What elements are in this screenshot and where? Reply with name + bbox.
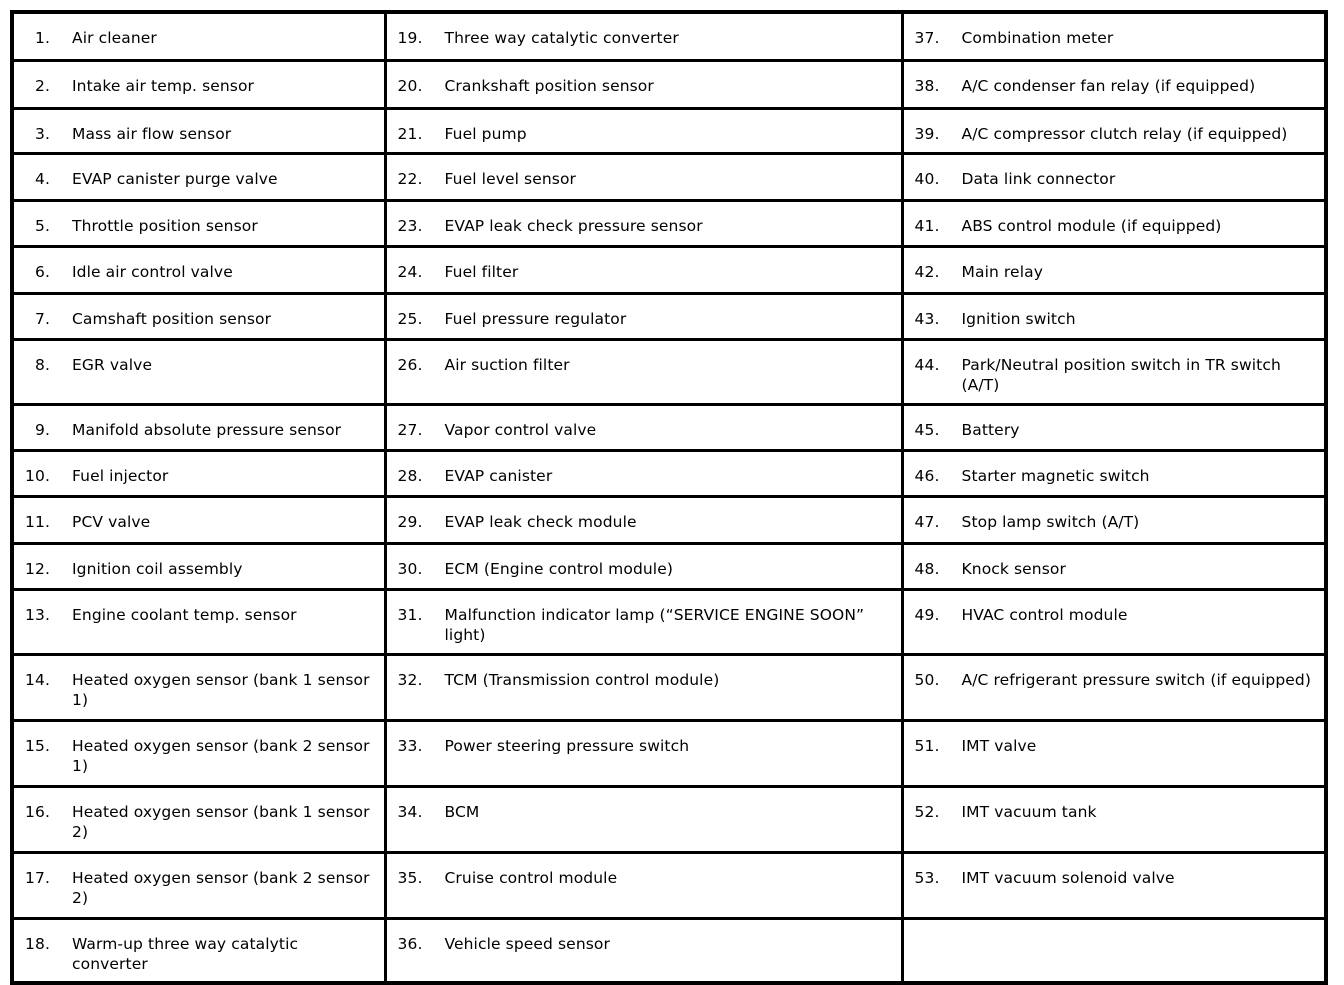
table-row — [12, 405, 1326, 451]
item-number: 8. — [35, 356, 50, 374]
item-number: 45. — [914, 421, 940, 439]
item-label: Heated oxygen sensor (bank 2 sensor 2) — [72, 869, 370, 907]
item-number: 23. — [397, 217, 423, 235]
item-number: 20. — [397, 77, 423, 95]
legend-entry — [904, 341, 1325, 395]
table-row — [12, 201, 1326, 247]
item-number: 43. — [914, 310, 940, 328]
legend-entry — [904, 110, 1325, 144]
legend-entry — [387, 295, 901, 329]
legend-entry — [904, 788, 1325, 822]
item-number: 27. — [397, 421, 423, 439]
table-row — [12, 590, 1326, 655]
table-cell — [902, 590, 1326, 655]
item-number: 7. — [35, 310, 50, 328]
table-row — [12, 247, 1326, 294]
item-label: Fuel pump — [444, 125, 527, 143]
item-number: 10. — [25, 467, 50, 485]
item-number: 36. — [397, 935, 423, 953]
table-cell — [385, 721, 902, 787]
legend-entry — [387, 656, 901, 690]
legend-entry — [904, 722, 1325, 756]
item-label: Park/Neutral position switch in TR switch (A/T) — [961, 356, 1281, 394]
item-number: 42. — [914, 263, 940, 281]
legend-entry — [904, 545, 1325, 579]
legend-entry — [14, 295, 384, 329]
item-label: EGR valve — [72, 356, 153, 374]
legend-entry — [904, 406, 1325, 440]
item-number: 6. — [35, 263, 50, 281]
legend-entry — [904, 591, 1325, 625]
table-row — [12, 919, 1326, 984]
item-number: 53. — [914, 869, 940, 887]
item-number: 14. — [25, 671, 50, 689]
legend-entry — [904, 62, 1325, 96]
table-cell — [902, 853, 1326, 919]
item-label: EVAP leak check pressure sensor — [444, 217, 703, 235]
table-row — [12, 853, 1326, 919]
item-label: Air cleaner — [72, 29, 157, 47]
legend-entry — [387, 591, 901, 645]
table-cell — [12, 721, 385, 787]
legend-entry — [14, 920, 384, 974]
table-cell — [902, 154, 1326, 201]
table-cell — [385, 919, 902, 984]
table-cell — [385, 201, 902, 247]
table-cell — [12, 853, 385, 919]
item-number: 12. — [25, 560, 50, 578]
legend-entry — [904, 854, 1325, 888]
item-number: 17. — [25, 869, 50, 887]
item-label: Air suction filter — [444, 356, 570, 374]
item-number: 2. — [35, 77, 50, 95]
table-cell — [385, 154, 902, 201]
table-cell — [902, 61, 1326, 109]
item-label: Main relay — [961, 263, 1043, 281]
table-row — [12, 340, 1326, 405]
item-label: ABS control module (if equipped) — [961, 217, 1222, 235]
table-cell — [902, 294, 1326, 340]
item-label: Ignition switch — [961, 310, 1076, 328]
legend-entry — [904, 452, 1325, 486]
item-label: Power steering pressure switch — [444, 737, 690, 755]
parts-legend-table — [10, 10, 1328, 985]
item-label: Data link connector — [961, 170, 1116, 188]
item-number: 30. — [397, 560, 423, 578]
table-cell — [902, 247, 1326, 294]
legend-entry — [14, 110, 384, 144]
table-cell — [385, 109, 902, 154]
legend-entry — [904, 14, 1325, 48]
item-number: 41. — [914, 217, 940, 235]
item-label: Fuel injector — [72, 467, 169, 485]
item-label: IMT valve — [961, 737, 1037, 755]
table-cell — [385, 405, 902, 451]
item-number: 44. — [914, 356, 940, 374]
item-number: 9. — [35, 421, 50, 439]
legend-entry — [904, 248, 1325, 282]
item-number: 46. — [914, 467, 940, 485]
legend-entry — [387, 498, 901, 532]
legend-entry — [14, 788, 384, 842]
table-cell — [12, 154, 385, 201]
item-label: Vapor control valve — [444, 421, 597, 439]
item-number: 15. — [25, 737, 50, 755]
table-row — [12, 294, 1326, 340]
item-label: Heated oxygen sensor (bank 1 sensor 2) — [72, 803, 370, 841]
legend-entry — [387, 452, 901, 486]
legend-entry — [14, 62, 384, 96]
legend-entry — [14, 545, 384, 579]
legend-entry — [14, 341, 384, 375]
legend-entry — [14, 452, 384, 486]
legend-body — [12, 12, 1326, 983]
item-number: 22. — [397, 170, 423, 188]
table-cell — [12, 247, 385, 294]
table-row — [12, 787, 1326, 853]
item-label: ECM (Engine control module) — [444, 560, 674, 578]
item-number: 38. — [914, 77, 940, 95]
table-cell — [12, 590, 385, 655]
item-number: 11. — [25, 513, 50, 531]
legend-entry — [904, 656, 1325, 690]
item-label: PCV valve — [72, 513, 151, 531]
item-label: EVAP canister — [444, 467, 553, 485]
table-row — [12, 451, 1326, 497]
item-label: A/C refrigerant pressure switch (if equipped) — [961, 671, 1311, 689]
legend-entry — [387, 202, 901, 236]
item-label: Heated oxygen sensor (bank 1 sensor 1) — [72, 671, 370, 709]
table-cell — [12, 655, 385, 721]
item-label: TCM (Transmission control module) — [444, 671, 720, 689]
item-number: 25. — [397, 310, 423, 328]
item-label: Mass air flow sensor — [72, 125, 232, 143]
item-number: 32. — [397, 671, 423, 689]
item-number: 39. — [914, 125, 940, 143]
item-label: EVAP canister purge valve — [72, 170, 278, 188]
item-number: 31. — [397, 606, 423, 624]
item-number: 29. — [397, 513, 423, 531]
legend-entry — [387, 14, 901, 48]
item-number: 47. — [914, 513, 940, 531]
item-number: 37. — [914, 29, 940, 47]
table-cell — [902, 497, 1326, 544]
table-cell — [902, 721, 1326, 787]
legend-entry — [14, 656, 384, 710]
item-number: 4. — [35, 170, 50, 188]
legend-entry — [14, 155, 384, 189]
legend-entry — [14, 591, 384, 625]
item-number: 51. — [914, 737, 940, 755]
item-label: Intake air temp. sensor — [72, 77, 255, 95]
item-number: 33. — [397, 737, 423, 755]
item-label: Knock sensor — [961, 560, 1066, 578]
table-row — [12, 154, 1326, 201]
table-cell — [385, 451, 902, 497]
table-cell — [12, 497, 385, 544]
table-cell — [12, 405, 385, 451]
item-label: Battery — [961, 421, 1020, 439]
table-cell — [902, 405, 1326, 451]
item-label: A/C compressor clutch relay (if equipped) — [961, 125, 1288, 143]
item-number: 50. — [914, 671, 940, 689]
item-label: Manifold absolute pressure sensor — [72, 421, 342, 439]
item-number: 26. — [397, 356, 423, 374]
table-cell — [902, 919, 1326, 984]
legend-entry — [904, 202, 1325, 236]
item-label: IMT vacuum tank — [961, 803, 1097, 821]
legend-entry — [387, 788, 901, 822]
table-cell — [902, 201, 1326, 247]
table-cell — [902, 12, 1326, 61]
item-number: 48. — [914, 560, 940, 578]
table-cell — [902, 787, 1326, 853]
legend-entry — [904, 498, 1325, 532]
table-cell — [12, 451, 385, 497]
item-number: 40. — [914, 170, 940, 188]
legend-entry — [14, 248, 384, 282]
legend-entry — [14, 498, 384, 532]
item-label: Crankshaft position sensor — [444, 77, 654, 95]
item-number: 1. — [35, 29, 50, 47]
table-cell — [12, 12, 385, 61]
item-number: 28. — [397, 467, 423, 485]
item-label: Throttle position sensor — [72, 217, 258, 235]
item-number: 24. — [397, 263, 423, 281]
legend-entry — [387, 722, 901, 756]
legend-entry — [387, 920, 901, 954]
item-label: Idle air control valve — [72, 263, 233, 281]
table-row — [12, 497, 1326, 544]
legend-entry — [904, 155, 1325, 189]
legend-entry — [14, 406, 384, 440]
table-cell — [12, 787, 385, 853]
table-cell — [12, 201, 385, 247]
legend-entry — [387, 110, 901, 144]
item-label: Vehicle speed sensor — [444, 935, 610, 953]
item-number: 18. — [25, 935, 50, 953]
item-label: Fuel pressure regulator — [444, 310, 627, 328]
table-cell — [385, 61, 902, 109]
item-number: 52. — [914, 803, 940, 821]
table-row — [12, 721, 1326, 787]
table-cell — [12, 61, 385, 109]
item-label: IMT vacuum solenoid valve — [961, 869, 1175, 887]
table-cell — [385, 544, 902, 590]
table-cell — [902, 451, 1326, 497]
item-label: Stop lamp switch (A/T) — [961, 513, 1140, 531]
item-label: Ignition coil assembly — [72, 560, 243, 578]
table-cell — [12, 919, 385, 984]
table-cell — [385, 590, 902, 655]
table-cell — [385, 294, 902, 340]
item-number: 34. — [397, 803, 423, 821]
legend-entry — [387, 406, 901, 440]
legend-entry — [14, 14, 384, 48]
item-number: 21. — [397, 125, 423, 143]
item-label: Camshaft position sensor — [72, 310, 272, 328]
table-cell — [385, 12, 902, 61]
table-cell — [12, 294, 385, 340]
table-row — [12, 109, 1326, 154]
item-label: BCM — [444, 803, 480, 821]
item-number: 16. — [25, 803, 50, 821]
item-number: 13. — [25, 606, 50, 624]
legend-entry — [387, 341, 901, 375]
table-row — [12, 544, 1326, 590]
table-cell — [12, 544, 385, 590]
table-row — [12, 61, 1326, 109]
table-cell — [385, 340, 902, 405]
legend-entry — [387, 545, 901, 579]
legend-entry — [387, 248, 901, 282]
item-label: Fuel level sensor — [444, 170, 577, 188]
item-label: Starter magnetic switch — [961, 467, 1150, 485]
table-cell — [902, 340, 1326, 405]
legend-entry — [14, 854, 384, 908]
legend-entry — [904, 295, 1325, 329]
table-cell — [385, 497, 902, 544]
legend-entry — [904, 920, 1325, 934]
table-cell — [902, 544, 1326, 590]
item-label: EVAP leak check module — [444, 513, 637, 531]
item-number: 3. — [35, 125, 50, 143]
table-cell — [385, 247, 902, 294]
item-label: Fuel filter — [444, 263, 519, 281]
legend-entry — [14, 202, 384, 236]
table-cell — [902, 109, 1326, 154]
item-label: Heated oxygen sensor (bank 2 sensor 1) — [72, 737, 370, 775]
item-label: Cruise control module — [444, 869, 618, 887]
legend-entry — [387, 62, 901, 96]
item-number: 49. — [914, 606, 940, 624]
table-row — [12, 655, 1326, 721]
item-label: Engine coolant temp. sensor — [72, 606, 297, 624]
item-number: 19. — [397, 29, 423, 47]
item-label: Three way catalytic converter — [444, 29, 679, 47]
table-row — [12, 12, 1326, 61]
item-label: Malfunction indicator lamp (“SERVICE ENGINE SOON” light) — [444, 606, 865, 644]
item-label: HVAC control module — [961, 606, 1128, 624]
table-cell — [385, 853, 902, 919]
item-label: Warm-up three way catalytic converter — [72, 935, 299, 973]
table-cell — [12, 340, 385, 405]
table-cell — [385, 655, 902, 721]
item-label: A/C condenser fan relay (if equipped) — [961, 77, 1256, 95]
table-cell — [12, 109, 385, 154]
table-cell — [902, 655, 1326, 721]
item-label: Combination meter — [961, 29, 1114, 47]
table-cell — [385, 787, 902, 853]
item-number: 5. — [35, 217, 50, 235]
item-number: 35. — [397, 869, 423, 887]
legend-entry — [387, 854, 901, 888]
legend-entry — [14, 722, 384, 776]
legend-entry — [387, 155, 901, 189]
